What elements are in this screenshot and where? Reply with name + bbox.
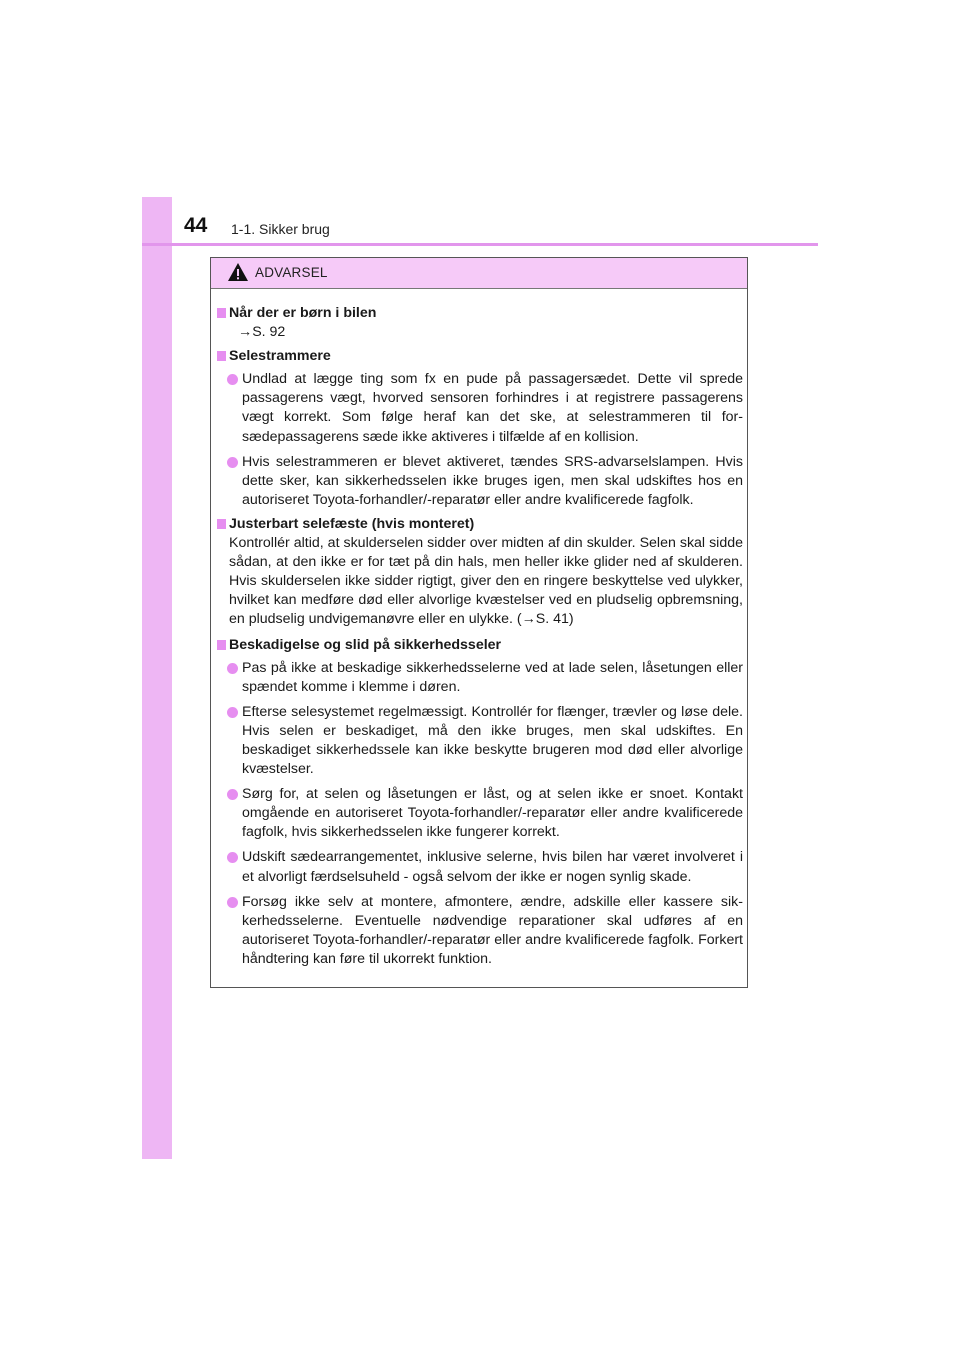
section-heading-text: Selestrammere bbox=[229, 348, 331, 365]
section-heading-text: Beskadigelse og slid på sikkerhedsseler bbox=[229, 636, 502, 653]
section-heading-pretensioners bbox=[217, 347, 743, 366]
header-rule bbox=[142, 243, 818, 246]
square-bullet-icon bbox=[217, 519, 226, 529]
circle-bullet-icon bbox=[227, 457, 238, 468]
list-item bbox=[217, 370, 743, 446]
list-item-text: Efterse selesystemet regelmæssigt. Kontrollér for flænger, trævler og løse dele. Hvis selen er beskadiget, må den ikke bruges, men skal udskiftes. En beskadiget sikkerhedssele kan ikke beskytte brugeren mod død eller alvorlige kvæstelser. bbox=[242, 703, 743, 778]
list-item-text: Undlad at lægge ting som fx en pude på passagersædet. Dette vil sprede passagerens vægt, hvorved sensoren forhindres i at registrere passagerens vægt korrekt. Som følge heraf kan det ske, at selestrammeren til forsædepassagerens sæde ikke aktiveres i tilfælde af en kollision. bbox=[242, 371, 743, 445]
warning-triangle-icon bbox=[227, 262, 249, 282]
list-item-text: Hvis selestrammeren er blevet aktiveret, tændes SRS-advarselslampen. Hvis dette sker, kan sikkerhedsselen ikke bruges igen, men skal udskiftes hos en autoriseret Toyota-forhandler/-reparatør eller andre kvalificerede fagfolk. bbox=[242, 453, 743, 508]
circle-bullet-icon bbox=[227, 852, 238, 863]
list-item bbox=[217, 659, 743, 697]
list-item bbox=[217, 703, 743, 779]
list-item-text: Sørg for, at selen og låsetungen er låst, og at selen ikke er snoet. Kontakt omgående en autoriseret Toyota-forhandler/-reparatør eller andre kvalificerede fagfolk, hvis sikkerhedsselen ikke fungerer korrekt. bbox=[242, 786, 743, 841]
section-heading-children bbox=[217, 304, 743, 323]
page-reference: →S. 92 bbox=[238, 324, 286, 341]
circle-bullet-icon bbox=[227, 374, 238, 385]
list-item bbox=[217, 453, 743, 510]
page-number: 44 bbox=[184, 214, 208, 237]
section-heading-text: Justerbart selefæste (hvis monteret) bbox=[229, 515, 475, 532]
paragraph: Kontrollér altid, at skulderselen sidder over midten af din skulder. Selen skal sidde sådan, at den ikke er for tæt på din hals, men heller ikke glider ned af skulderen. Hvis skulderselen ikke sidder rigtigt, giver den en ringere beskyttelse ved ulykker, hvilket kan medføre død eller alvorlige kvæstelser ved en pludselig opbremsning, en pludselig undvigemanøvre eller en ulykke. (→S. 41) bbox=[229, 535, 743, 628]
warning-header bbox=[211, 258, 747, 289]
section-heading-text: Når der er børn i bilen bbox=[229, 305, 377, 321]
warning-content bbox=[217, 301, 743, 969]
section-title: 1-1. Sikker brug bbox=[231, 221, 330, 237]
warning-label: ADVARSEL bbox=[255, 265, 328, 280]
side-tab bbox=[142, 197, 172, 1159]
section-heading-damage bbox=[217, 636, 743, 655]
list-item-text: Pas på ikke at beskadige sikkerhedsselerne ved at lade selen, låsetungen eller spændet komme i klemme i døren. bbox=[242, 659, 743, 695]
list-item bbox=[217, 785, 743, 842]
square-bullet-icon bbox=[217, 351, 226, 361]
section-heading-anchor bbox=[217, 515, 743, 534]
warning-box bbox=[210, 257, 748, 988]
list-item bbox=[217, 893, 743, 969]
list-item bbox=[217, 848, 743, 886]
square-bullet-icon bbox=[217, 640, 226, 650]
circle-bullet-icon bbox=[227, 789, 238, 800]
circle-bullet-icon bbox=[227, 707, 238, 718]
circle-bullet-icon bbox=[227, 663, 238, 674]
list-item-text: Udskift sædearrangementet, inklusive selerne, hvis bilen har været involveret i et alvorligt færdselsuheld - også selvom der ikke er nogen synlig skade. bbox=[242, 849, 743, 885]
square-bullet-icon bbox=[217, 308, 226, 318]
list-item-text: Forsøg ikke selv at montere, afmontere, ændre, adskille eller kassere sikkerhedsselerne. Eventuelle nødvendige reparationer skal udføres af en autoriseret Toyota-forhandler/-reparatør eller andre kvalificerede fagfolk. Forkert håndtering kan føre til ukorrekt funktion. bbox=[242, 893, 743, 967]
circle-bullet-icon bbox=[227, 897, 238, 908]
